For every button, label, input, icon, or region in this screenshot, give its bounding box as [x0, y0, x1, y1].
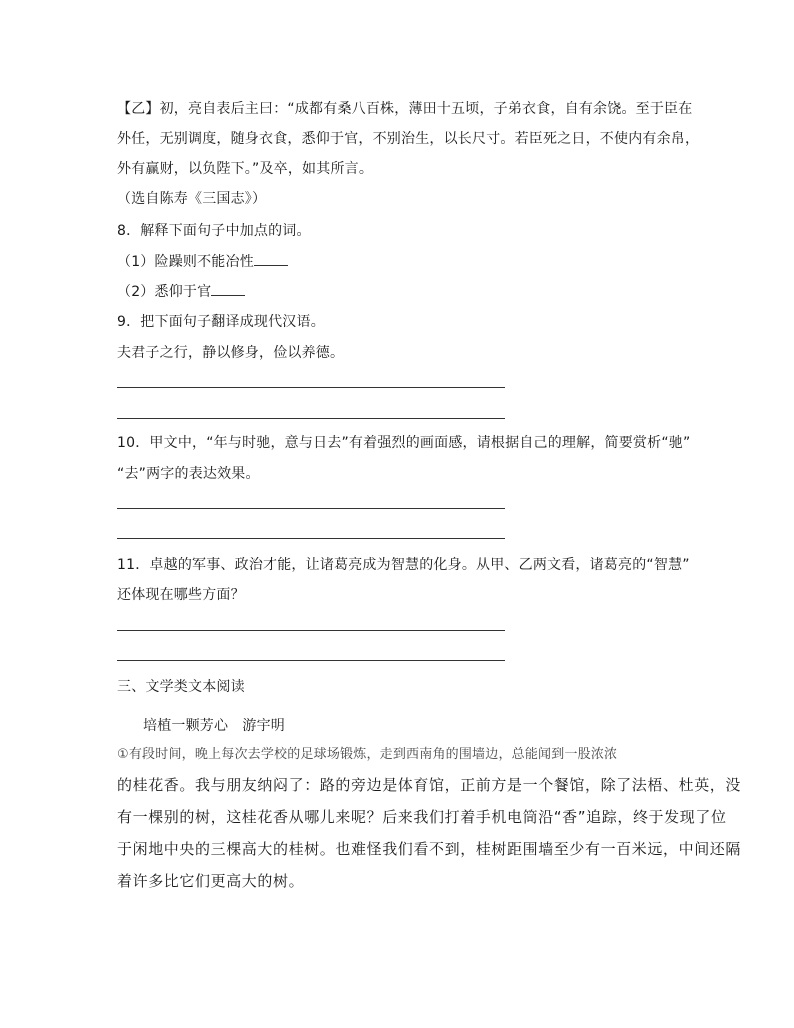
answer-line[interactable] [117, 418, 505, 419]
answer-blank[interactable] [254, 252, 288, 266]
question-8-item-2-text: （2）悉仰于官 [117, 284, 212, 300]
question-8-item-2 [117, 282, 245, 302]
article-paragraph-1-line-1: ①有段时间，晚上每次去学校的足球场锻炼，走到西南角的围墙边，总能闻到一股浓浓 [117, 747, 618, 762]
article-title: 培植一颗芳心 游宇明 [143, 718, 285, 734]
question-8-title: 8．解释下面句子中加点的词。 [117, 223, 311, 239]
answer-blank[interactable] [211, 282, 245, 296]
question-11-line-1: 11．卓越的军事、政治才能，让诸葛亮成为智慧的化身。从甲、乙两文看，诸葛亮的“智慧” [117, 557, 690, 573]
answer-line[interactable] [117, 660, 505, 661]
answer-line[interactable] [117, 630, 505, 631]
passage-b-line-3: 外有赢财，以负陛下。”及卒，如其所言。 [117, 161, 374, 177]
passage-b-line-1: 【乙】初，亮自表后主曰：“成都有桑八百株，薄田十五顷，子弟衣食，自有余饶。至于臣在 [117, 101, 693, 117]
section-3-heading: 三、文学类文本阅读 [117, 679, 245, 695]
question-10-line-1: 10．甲文中，“年与时驰，意与日去”有着强烈的画面感，请根据自己的理解，简要赏析“驰” [117, 435, 691, 451]
question-11-line-2: 还体现在哪些方面？ [117, 587, 245, 603]
passage-b-line-2: 外任，无别调度，随身衣食，悉仰于官，不别治生，以长尺寸。若臣死之日，不使内有余帛， [117, 131, 700, 147]
answer-line[interactable] [117, 387, 505, 388]
passage-b-source: （选自陈寿《三国志》） [117, 191, 267, 207]
answer-line[interactable] [117, 538, 505, 539]
article-paragraph-1-line-3: 有一棵别的树，这桂花香从哪儿来呢？后来我们打着手机电筒沿“香”追踪，终于发现了位 [117, 808, 727, 826]
question-8-item-1-text: （1）险躁则不能冶性 [117, 254, 254, 270]
answer-line[interactable] [117, 508, 505, 509]
question-8-item-1 [117, 252, 288, 272]
article-paragraph-1-line-4: 于闲地中央的三棵高大的桂树。也难怪我们看不到，桂树距围墙至少有一百米远，中间还隔 [117, 840, 742, 858]
question-10-line-2: “去”两字的表达效果。 [117, 466, 260, 482]
article-paragraph-1-line-2: 的桂花香。我与朋友纳闷了：路的旁边是体育馆，正前方是一个餐馆，除了法梧、杜英，没 [117, 776, 742, 794]
question-9-sentence: 夫君子之行，静以修身，俭以养德。 [117, 345, 345, 361]
question-9-title: 9．把下面句子翻译成现代汉语。 [117, 314, 325, 330]
article-paragraph-1-line-5: 着许多比它们更高大的树。 [117, 872, 305, 890]
